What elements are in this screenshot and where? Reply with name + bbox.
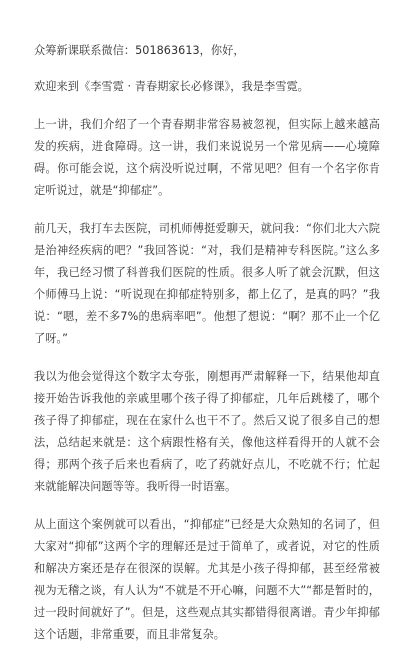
welcome-paragraph: 欢迎来到《李雪霓 · 青春期家长必修课》，我是李雪霓。 <box>34 80 309 93</box>
intro-paragraph: 上一讲，我们介绍了一个青春期非常容易被忽视，但实际上越来越高发的疾病，进食障碍。这一讲，我们来说说另一个常见病——心境障碍。你可能会说，这个病没听说过啊，不常见吧？但有一个名字你肯定听说过，就是“抑郁症”。 <box>34 118 380 197</box>
taxi-story-paragraph: 前几天，我打车去医院，司机师傅挺爱聊天，就问我：“你们北大六院是治神经疾病的吧？”我回答说：“对，我们是精神专科医院。”这么多年，我已经习惯了科普我们医院的性质。很多人听了就会沉默，但这个师傅马上说：“听说现在抑郁症特别多，都上亿了，是真的吗？”我说：“嗯，差不多7%的患病率吧”。他想了想说：“啊？那不止一个亿了呀。” <box>34 222 380 345</box>
article-body <box>34 40 380 646</box>
wechat-contact-line: 众筹新课联系微信：501863613，你好， <box>34 44 245 57</box>
conclusion-paragraph: 从上面这个案例就可以看出，“抑郁症”已经是大众熟知的名词了，但大家对“抑郁”这两个字的理解还是过于简单了，或者说，对它的性质和解决方案还是存在很深的误解。尤其是小孩子得抑郁，甚至经常被视为无稽之谈，有人认为“不就是不开心嘛，问题不大”“都是暂时的，过一段时间就好了”。但是，这些观点其实都错得很离谱。青少年抑郁这个话题，非常重要，而且非常复杂。 <box>34 518 380 641</box>
driver-opinion-paragraph: 我以为他会觉得这个数字太夸张，刚想再严肃解释一下，结果他却直接开始告诉我他的亲戚里哪个孩子得了抑郁症，几年后跳楼了，哪个孩子得了抑郁症，现在在家什么也干不了。然后又说了很多自己的想法，总结起来就是：这个病跟性格有关，像他这样看得开的人就不会得；那两个孩子后来也看病了，吃了药就好点儿，不吃就不行；忙起来就能解决问题等等。我听得一时语塞。 <box>34 370 380 493</box>
